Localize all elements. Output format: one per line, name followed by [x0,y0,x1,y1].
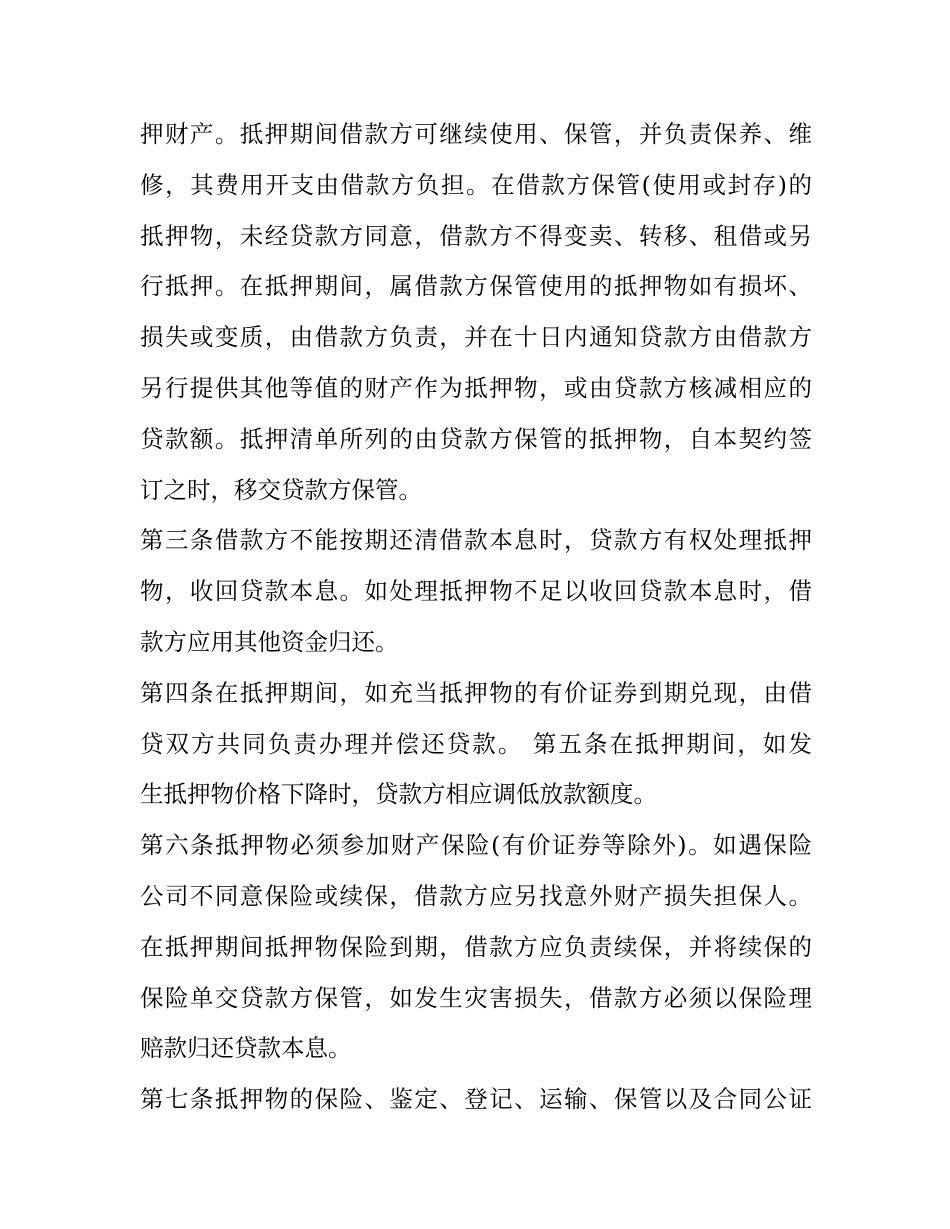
document-body [140,109,812,1125]
text-line: 在抵押期间抵押物保险到期，借款方应负责续保，并将续保的 [140,932,812,961]
text-line: 第四条在抵押期间，如充当抵押物的有价证券到期兑现，由借 [140,678,812,707]
text-line: 第七条抵押物的保险、鉴定、登记、运输、保管以及合同公证 [140,1085,812,1114]
text-line: 款方应用其他资金归还。 [140,627,399,656]
text-line: 订之时，移交贷款方保管。 [140,475,422,504]
text-line: 损失或变质，由借款方负责，并在十日内通知贷款方由借款方 [140,323,812,352]
text-line: 公司不同意保险或续保，借款方应另找意外财产损失担保人。 [140,881,812,910]
text-line: 行抵押。在抵押期间，属借款方保管使用的抵押物如有损坏、 [140,272,812,301]
text-line: 押财产。抵押期间借款方可继续使用、保管，并负责保养、维 [140,120,812,148]
text-line: 生抵押物价格下降时，贷款方相应调低放款额度。 [140,780,657,809]
text-line: 另行提供其他等值的财产作为抵押物，或由贷款方核减相应的 [140,373,812,402]
text-line: 贷款额。抵押清单所列的由贷款方保管的抵押物，自本契约签 [140,424,812,453]
text-line: 修，其费用开支由借款方负担。在借款方保管(使用或封存)的 [140,170,812,199]
text-line: 保险单交贷款方保管，如发生灾害损失，借款方必须以保险理 [140,983,812,1012]
text-line: 赔款归还贷款本息。 [140,1034,352,1063]
text-line: 物，收回贷款本息。如处理抵押物不足以收回贷款本息时，借 [140,577,812,606]
text-line: 第六条抵押物必须参加财产保险(有价证券等除外)。如遇保险 [140,831,812,860]
text-line: 抵押物，未经贷款方同意，借款方不得变卖、转移、租借或另 [140,221,812,250]
text-line: 第三条借款方不能按期还清借款本息时，贷款方有权处理抵押 [140,526,812,555]
text-line: 贷双方共同负责办理并偿还贷款。 第五条在抵押期间，如发 [140,729,812,758]
